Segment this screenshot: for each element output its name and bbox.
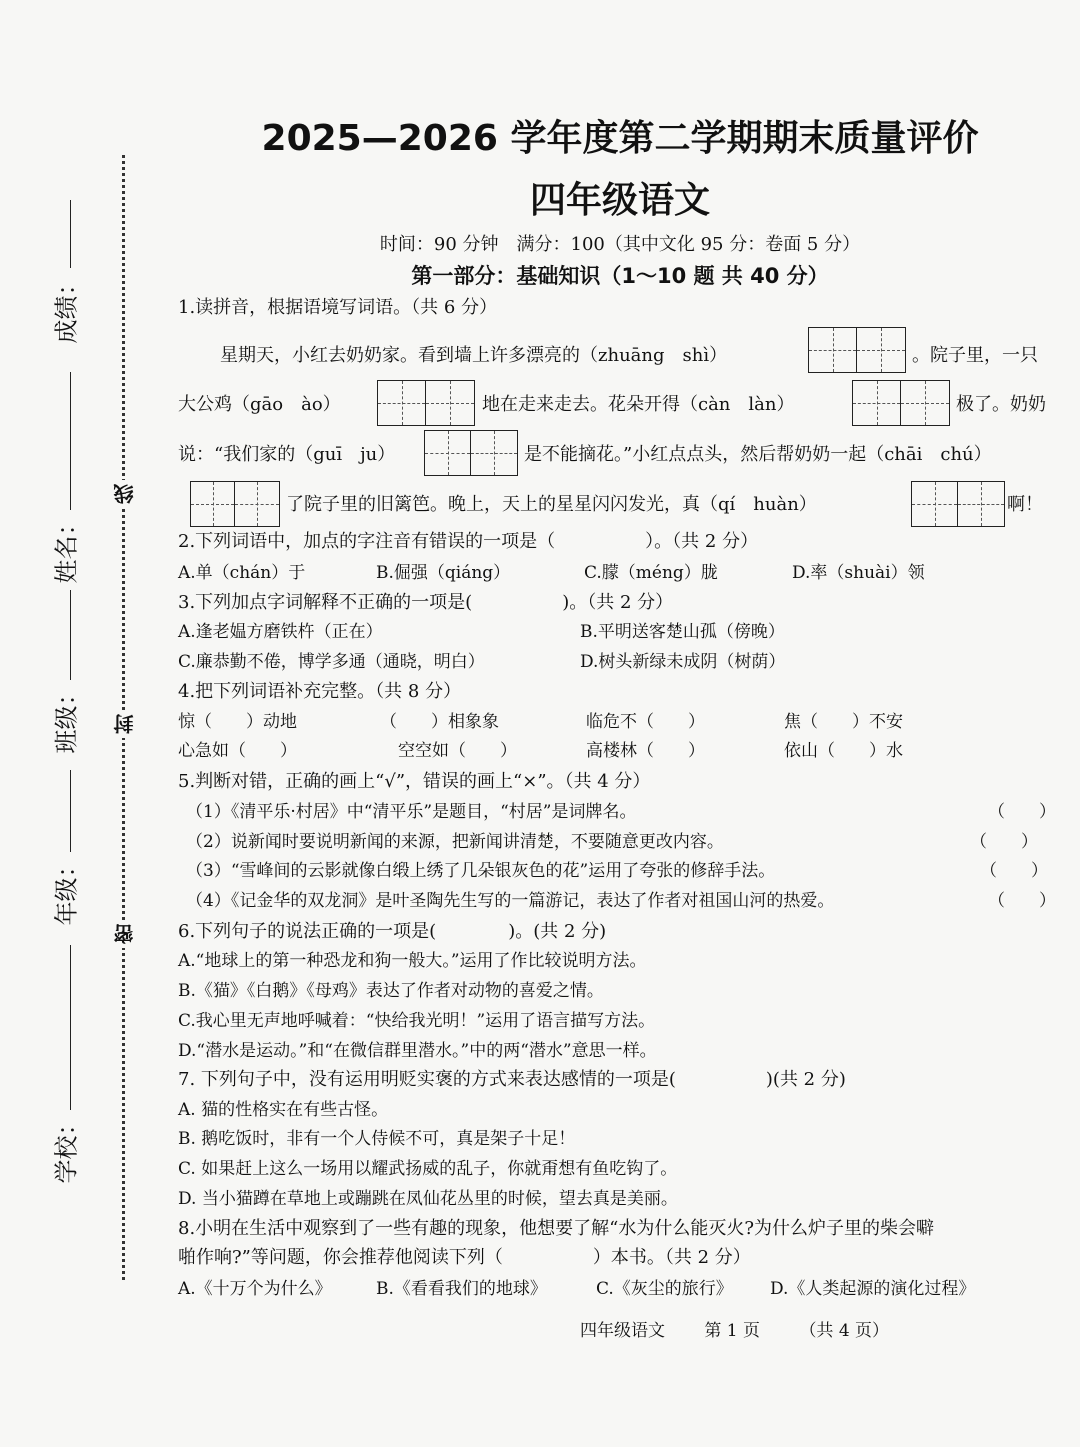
q3-stem: 3.下列加点字词解释不正确的一项是( )。（共 2 分） [178, 592, 674, 613]
q8-stem-line2: 啪作响?”等问题，你会推荐他阅读下列（ ）本书。（共 2 分） [178, 1247, 751, 1268]
q1-line2b: 地在走来走去。花朵开得（càn làn） [482, 394, 795, 415]
q4-idiom: 惊（ ）动地 [178, 712, 297, 732]
q2-option-d: D.率（shuài）领 [792, 563, 925, 583]
q2-stem: 2.下列词语中，加点的字注音有错误的一项是（ ）。（共 2 分） [178, 531, 759, 552]
q5-stem: 5.判断对错，正确的画上“√”，错误的画上“×”。（共 4 分） [178, 771, 651, 792]
exam-subtitle: 四年级语文 [529, 180, 710, 221]
footer-total-pages: （共 4 页） [799, 1321, 890, 1341]
exam-title: 2025—2026 学年度第二学期期末质量评价 [261, 118, 979, 159]
q1-line4a: 了院子里的旧篱笆。晚上，天上的星星闪闪发光，真（qí huàn） [286, 494, 817, 515]
q7-option-b: B. 鹅吃饭时，非有一个人侍候不可，真是架子十足！ [178, 1129, 576, 1149]
section-heading: 第一部分：基础知识（1～10 题 共 40 分） [411, 264, 829, 288]
school-line [70, 945, 71, 1110]
q5-item-2: （2）说新闻时要说明新闻的来源，把新闻讲清楚，不要随意更改内容。 [186, 832, 724, 852]
q3-option-b: B.平明送客楚山孤（傍晚） [580, 622, 785, 642]
q8-option-d: D.《人类起源的演化过程》 [770, 1279, 976, 1299]
q3-option-d: D.树头新绿未成阴（树荫） [580, 652, 786, 672]
class-label: 班级： [52, 681, 81, 754]
q4-idiom: 高楼林（ ） [586, 741, 705, 761]
q5-item-3: （3）“雪峰间的云影就像白缎上绣了几朵银灰色的花”运用了夸张的修辞手法。 [186, 861, 776, 881]
q1-line2a: 大公鸡（gāo ào） [178, 394, 341, 415]
answer-grid[interactable] [911, 481, 1005, 527]
q6-stem: 6.下列句子的说法正确的一项是( )。(共 2 分) [178, 921, 607, 942]
grade-line [70, 770, 71, 852]
q1-line2c: 极了。奶奶 [956, 394, 1046, 415]
q5-answer-paren[interactable]: （ ） [988, 802, 1056, 822]
exam-meta: 时间：90 分钟 满分：100（其中文化 95 分：卷面 5 分） [379, 234, 861, 255]
q1-line1b: 。院子里，一只 [912, 345, 1038, 366]
answer-grid[interactable] [808, 327, 906, 373]
q4-idiom: 临危不（ ） [586, 712, 705, 732]
name-line [70, 372, 71, 510]
q6-option-a: A.“地球上的第一种恐龙和狗一般大。”运用了作比较说明方法。 [178, 951, 647, 971]
q2-option-c: C.朦（méng）胧 [584, 563, 718, 583]
q1-line1a: 星期天，小红去奶奶家。看到墙上许多漂亮的（zhuāng shì） [220, 345, 728, 366]
q1-line3a: 说：“我们家的（guī ju） [178, 444, 396, 465]
q3-option-c: C.廉恭勤不倦，博学多通（通晓，明白） [178, 652, 485, 672]
seal-word-feng: 封 [110, 710, 139, 738]
q8-option-a: A.《十万个为什么》 [178, 1279, 332, 1299]
footer-page-number: 第 1 页 [704, 1321, 761, 1341]
answer-grid[interactable] [852, 380, 950, 426]
q4-idiom: 依山（ ）水 [784, 741, 903, 761]
page-footer [580, 1316, 923, 1341]
grade-label: 年级： [52, 853, 81, 926]
q6-option-d: D.“潜水是运动。”和“在微信群里潜水。”中的两“潜水”意思一样。 [178, 1041, 657, 1061]
seal-word-xian: 线 [110, 480, 139, 508]
q7-stem: 7. 下列句子中，没有运用明贬实褒的方式来表达感情的一项是( )(共 2 分) [178, 1069, 846, 1090]
q4-stem: 4.把下列词语补充完整。（共 8 分） [178, 681, 462, 702]
q5-item-1: （1）《清平乐·村居》中“清平乐”是题目，“村居”是词牌名。 [186, 802, 637, 822]
class-line [70, 590, 71, 680]
q7-option-a: A. 猫的性格实在有些古怪。 [178, 1100, 389, 1120]
footer-subject: 四年级语文 [580, 1321, 665, 1341]
q4-idiom: （ ）相象象 [380, 712, 499, 732]
name-label: 姓名： [52, 511, 81, 584]
q4-idiom: 空空如（ ） [398, 741, 517, 761]
q5-item-4: （4）《记金华的双龙洞》是叶圣陶先生写的一篇游记，表达了作者对祖国山河的热爱。 [186, 891, 835, 911]
school-label: 学校： [52, 1111, 81, 1184]
q4-idiom: 焦（ ）不安 [784, 712, 903, 732]
q4-idiom: 心急如（ ） [178, 741, 297, 761]
q7-option-c: C. 如果赶上这么一场用以耀武扬威的乱子，你就甭想有鱼吃钩了。 [178, 1159, 678, 1179]
q3-option-a: A.逢老媪方磨铁杵（正在） [178, 622, 383, 642]
answer-grid[interactable] [377, 380, 475, 426]
q1-stem: 1.读拼音，根据语境写词语。（共 6 分） [178, 297, 498, 318]
score-line [70, 200, 71, 268]
q8-option-c: C.《灰尘的旅行》 [596, 1279, 733, 1299]
q5-answer-paren[interactable]: （ ） [980, 861, 1048, 881]
q8-option-b: B.《看看我们的地球》 [376, 1279, 547, 1299]
q6-option-c: C.我心里无声地呼喊着：“快给我光明！”运用了语言描写方法。 [178, 1011, 656, 1031]
q5-answer-paren[interactable]: （ ） [988, 891, 1056, 911]
q1-line4b: 啊！ [1007, 494, 1043, 515]
q1-line3b: 是不能摘花。”小红点点头，然后帮奶奶一起（chāi chú） [524, 444, 992, 465]
answer-grid[interactable] [190, 481, 280, 527]
answer-grid[interactable] [424, 430, 518, 476]
q8-stem-line1: 8.小明在生活中观察到了一些有趣的现象，他想要了解“水为什么能灭火?为什么炉子里的柴会噼 [178, 1218, 935, 1239]
q7-option-d: D. 当小猫蹲在草地上或蹦跳在凤仙花丛里的时候，望去真是美丽。 [178, 1189, 678, 1209]
q6-option-b: B.《猫》《白鹅》《母鸡》表达了作者对动物的喜爱之情。 [178, 981, 604, 1001]
q2-option-a: A.单（chán）于 [178, 563, 306, 583]
seal-word-mi: 密 [110, 920, 139, 948]
score-label: 成绩： [52, 271, 81, 344]
q5-answer-paren[interactable]: （ ） [970, 832, 1038, 852]
q2-option-b: B.倔强（qiáng） [376, 563, 511, 583]
